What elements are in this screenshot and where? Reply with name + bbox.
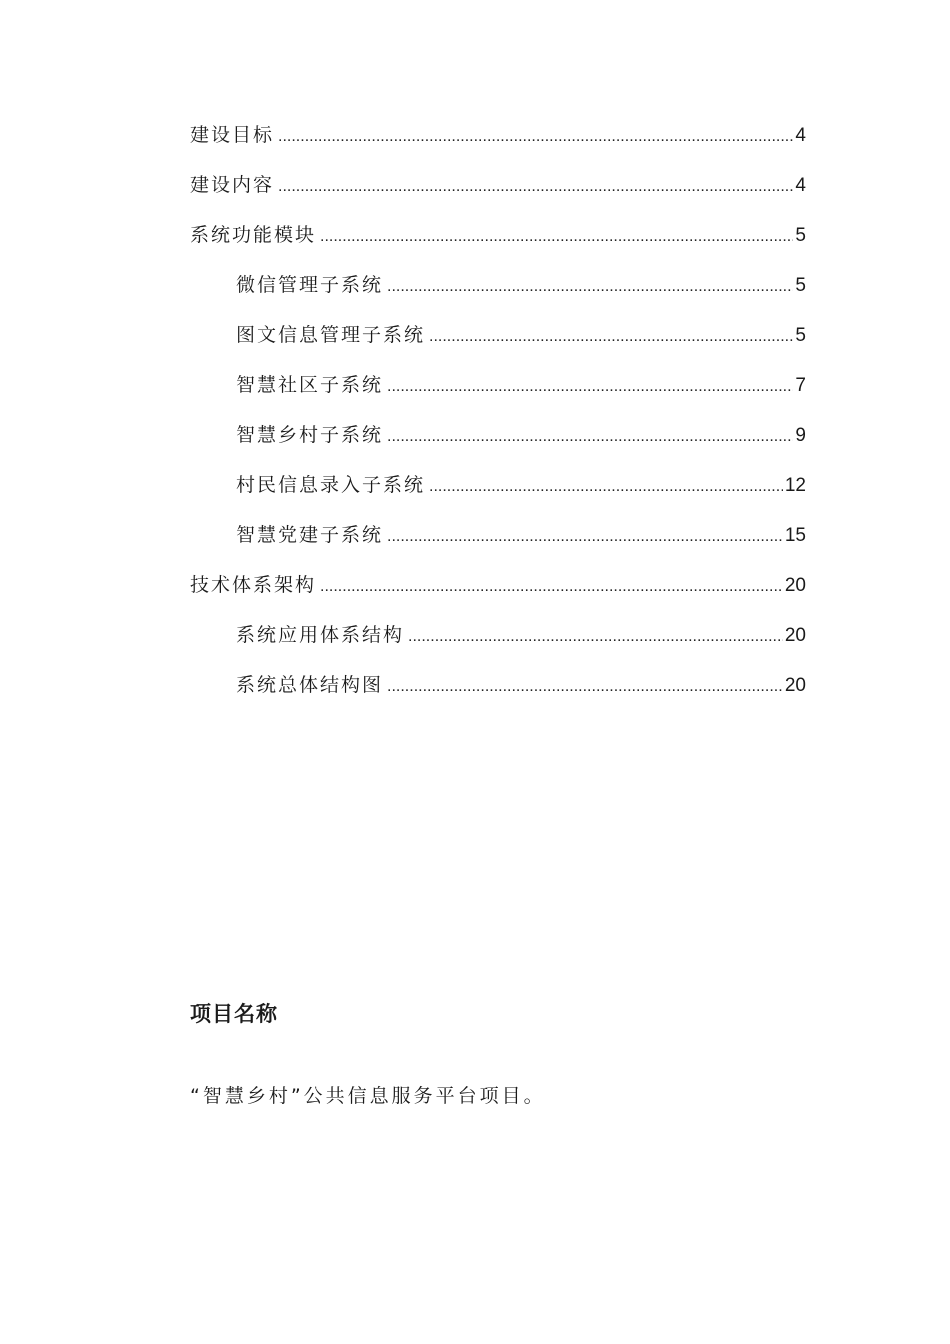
toc-subentry[interactable] (190, 420, 806, 470)
toc-page-number: 5 (795, 325, 806, 346)
toc-entry-label: 系统功能模块 (190, 224, 317, 246)
toc-page-number: 7 (795, 375, 806, 396)
toc-page-number: 20 (784, 625, 806, 646)
toc-dot-leader (387, 672, 783, 702)
toc-dot-leader (429, 322, 793, 352)
toc-page-number: 5 (795, 225, 806, 246)
toc-dot-leader (320, 572, 783, 602)
toc-page-number: 12 (784, 475, 806, 496)
toc-dot-leader (387, 522, 783, 552)
toc-page-number: 4 (795, 125, 806, 146)
toc-dot-leader (429, 472, 783, 502)
toc-subentry[interactable] (190, 270, 806, 320)
toc-dot-leader (387, 272, 793, 302)
toc-entry[interactable] (190, 170, 806, 220)
toc-entry-label: 村民信息录入子系统 (236, 474, 426, 496)
toc-page-number: 4 (795, 175, 806, 196)
toc-subentry[interactable] (190, 370, 806, 420)
toc-subentry[interactable] (190, 620, 806, 670)
toc-page-number: 15 (784, 525, 806, 546)
toc-entry-label: 系统总体结构图 (236, 674, 384, 696)
toc-entry-label: 建设目标 (190, 124, 275, 146)
toc-entry-label: 建设内容 (190, 174, 275, 196)
toc-dot-leader (320, 222, 793, 252)
toc-dot-leader (408, 622, 783, 652)
section-heading: 项目名称 (190, 1002, 278, 1026)
toc-entry[interactable] (190, 120, 806, 170)
toc-entry-label: 微信管理子系统 (236, 274, 384, 296)
toc-subentry[interactable] (190, 520, 806, 570)
toc-entry-label: 系统应用体系结构 (236, 624, 405, 646)
toc-dot-leader (387, 422, 793, 452)
section-body-text: “智慧乡村”公共信息服务平台项目。 (190, 1085, 546, 1107)
toc-entry-label: 技术体系架构 (190, 574, 317, 596)
toc-dot-leader (278, 122, 793, 152)
toc-page-number: 9 (795, 425, 806, 446)
toc-entry[interactable] (190, 220, 806, 270)
toc-subentry[interactable] (190, 670, 806, 720)
toc-dot-leader (387, 372, 793, 402)
toc-subentry[interactable] (190, 320, 806, 370)
toc-page-number: 20 (784, 675, 806, 696)
toc-entry-label: 图文信息管理子系统 (236, 324, 426, 346)
toc-entry-label: 智慧党建子系统 (236, 524, 384, 546)
toc-subentry[interactable] (190, 470, 806, 520)
toc-entry-label: 智慧乡村子系统 (236, 424, 384, 446)
table-of-contents (190, 120, 806, 720)
toc-entry[interactable] (190, 570, 806, 620)
toc-page-number: 5 (795, 275, 806, 296)
toc-dot-leader (278, 172, 793, 202)
toc-entry-label: 智慧社区子系统 (236, 374, 384, 396)
toc-page-number: 20 (784, 575, 806, 596)
